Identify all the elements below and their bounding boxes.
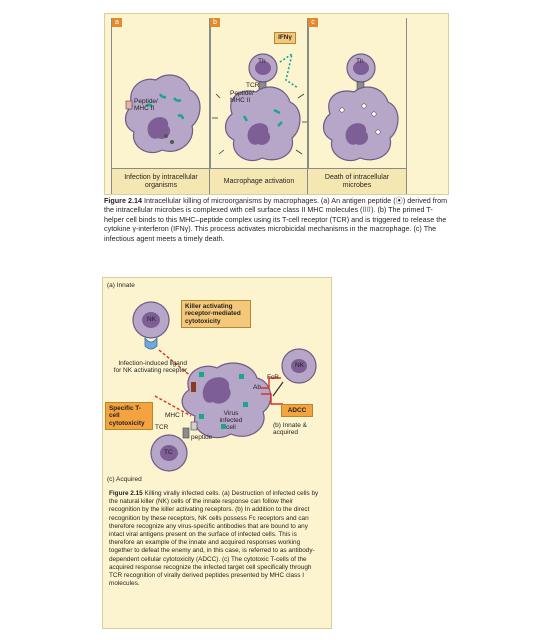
figure-2-15-text: Killing virally infected cells. (a) Destruction of infected cells by the natural killer (NK) cells of the innate response can follow their recognition by the killer activating receptors. (b) In addition to the direct recognition by these receptors, NK cells possess Fc receptors and can therefore recognize any virus-specific antibodies that are bound to any intact viral antigens present on the surface of infected cells. This is therefore an example of the innate and acquired responses working together to defeat the enemy and, in this case, is referred to as antibody-dependent cellular cytotoxicity (ADCC). (c) The cytotoxic T-cells of the acquired response recognize the infected target cell specifically through TCR recognition of virally derived peptides presented by MHC class I molecules. [109, 490, 319, 588]
adcc-callout: ADCC [281, 404, 313, 417]
figure-2-14-text: Intracellular killing of microorganisms by macrophages. (a) An antigen peptide (⦿) derived from the intracellular microbes is complexed with cell surface class II MHC molecules (⌷⌷). (b) The primed T-helper cell binds to this MHC–peptide complex using its T-cell receptor (TCR) and is triggered to release the cytokine γ-interferon (IFNγ). This process activates microbicidal mechanisms in the macrophage. (c) The infectious agent meets a timely death. [104, 196, 448, 243]
label-virus-cell: Virus infected cell [219, 410, 243, 431]
ifn-arrow [280, 54, 298, 88]
label-ligand: Infection-induced ligand for NK activating receptor [113, 360, 187, 374]
figure-2-15-caption [109, 490, 323, 588]
label-fcr: FcR [267, 374, 279, 381]
label-mhc-i: MHC I [165, 412, 184, 419]
tcr-icon-15 [183, 428, 189, 438]
label-tc: TC [164, 449, 173, 456]
figure-2-14-title: Figure 2.14 [104, 196, 142, 205]
panel-b [209, 18, 309, 194]
peptide-icon [164, 134, 168, 138]
figure-2-14-caption [104, 196, 449, 243]
label-peptide-mhc-b: Peptide/ MHC II [230, 90, 254, 104]
label-innate: (a) Innate [107, 282, 135, 289]
label-tcr-15: TCR [155, 424, 169, 431]
label-innate-acquired: (b) Innate & acquired [273, 422, 307, 436]
killer-activating-callout: Killer activating receptor-mediated cytotoxicity [181, 300, 251, 328]
panel-c [307, 18, 407, 194]
caption-panel-c: Death of intracellular microbes [308, 168, 406, 194]
label-nk-top: NK [147, 316, 157, 323]
macrophage-cell-a [126, 75, 201, 153]
th-label-c: Th [356, 58, 364, 65]
label-peptide-mhc-a: Peptide/ MHC II [134, 98, 158, 112]
figure-2-15-panel [102, 277, 332, 629]
killer-receptor-icon [145, 338, 157, 349]
panel-tag-b: b [210, 18, 220, 27]
label-peptide: peptide [191, 434, 213, 441]
caption-panel-a: Infection by intracellular organisms [112, 168, 210, 194]
panel-tag-c: c [308, 18, 318, 27]
macrophage-diagram-c [308, 18, 406, 168]
mhc-i-icon [191, 422, 197, 430]
panel-tag-a: a [112, 18, 122, 27]
th-label-b: Th [258, 58, 266, 65]
figure-2-14-panel [104, 13, 449, 195]
macrophage-diagram-a [112, 18, 210, 168]
mhc-ii-icon [126, 101, 132, 109]
label-acquired: (c) Acquired [107, 476, 142, 483]
ifn-label: IFNγ [274, 32, 296, 44]
specific-t-cell-callout: Specific T-cell cytotoxicity [105, 402, 153, 430]
panel-a [111, 18, 211, 194]
figure-2-15-title: Figure 2.15 [109, 490, 143, 497]
label-nk-right: NK [295, 362, 305, 369]
label-ab: Ab [253, 384, 261, 391]
caption-panel-b: Macrophage activation [210, 168, 308, 194]
tcr-label-b: TCR [246, 82, 260, 89]
nk-ligand-icon [191, 382, 196, 392]
